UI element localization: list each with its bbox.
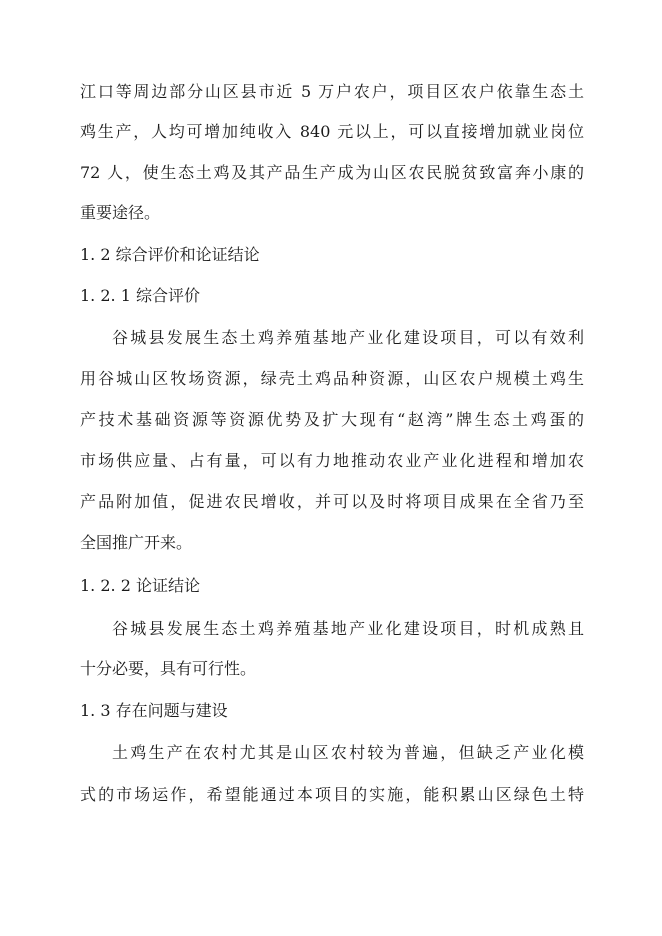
para1-line-3: 72 人，使生态土鸡及其产品生产成为山区农民脱贫致富奔小康的 <box>80 163 584 182</box>
para2-line-4: 市场供应量、占有量，可以有力地推动农业产业化进程和增加农 <box>80 451 584 470</box>
para2-line-1: 谷城县发展生态土鸡养殖基地产业化建设项目，可以有效利 <box>112 328 584 347</box>
para1-line-4: 重要途径。 <box>80 203 161 222</box>
heading-1-2-2: 1. 2. 2 论证结论 <box>80 576 200 595</box>
heading-1-3: 1. 3 存在问题与建设 <box>80 701 228 720</box>
para3-line-1: 谷城县发展生态土鸡养殖基地产业化建设项目，时机成熟且 <box>112 619 584 638</box>
heading-1-2-1: 1. 2. 1 综合评价 <box>80 286 200 305</box>
para3-line-2: 十分必要，具有可行性。 <box>80 659 257 678</box>
para1-line-1: 江口等周边部分山区县市近 5 万户农户，项目区农户依靠生态土 <box>80 82 584 101</box>
para2-line-5: 产品附加值，促进农民增收，并可以及时将项目成果在全省乃至 <box>80 492 584 511</box>
heading-1-2: 1. 2 综合评价和论证结论 <box>80 245 260 264</box>
para1-line-2: 鸡生产，人均可增加纯收入 840 元以上，可以直接增加就业岗位 <box>80 122 584 141</box>
para2-line-3: 产技术基础资源等资源优势及扩大现有“赵湾”牌生态土鸡蛋的 <box>80 410 584 429</box>
para4-line-1: 土鸡生产在农村尤其是山区农村较为普遍，但缺乏产业化模 <box>112 743 584 762</box>
para2-line-2: 用谷城山区牧场资源，绿壳土鸡品种资源，山区农户规模土鸡生 <box>80 369 584 388</box>
para4-line-2: 式的市场运作，希望能通过本项目的实施，能积累山区绿色土特 <box>80 785 584 804</box>
para2-line-6: 全国推广开来。 <box>80 533 193 552</box>
